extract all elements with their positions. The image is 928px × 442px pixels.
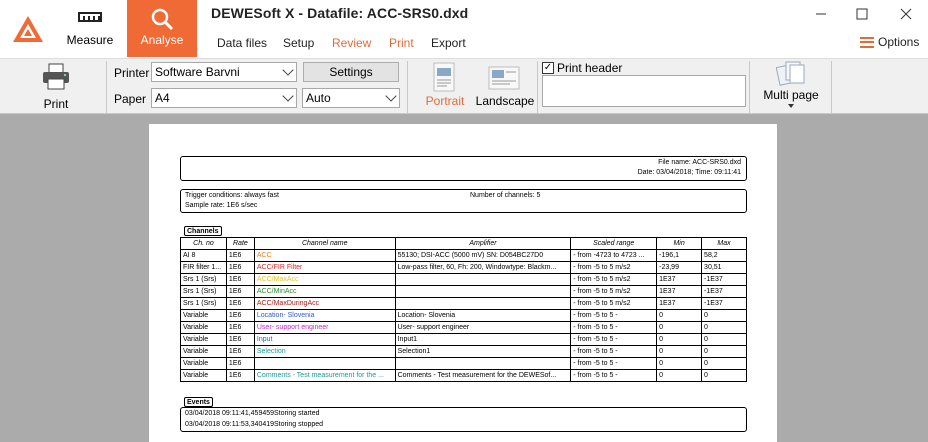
dropdown-arrow-icon: [788, 104, 794, 108]
table-cell-name: User- support engineer: [254, 322, 395, 334]
table-cell-ch: Srs 1 (Srs): [181, 286, 227, 298]
analyse-label: Analyse: [140, 33, 184, 47]
table-row: [181, 334, 747, 346]
table-cell-range: - from -5 to 5 m/s2: [571, 274, 657, 286]
table-cell-amp: [395, 358, 571, 370]
table-cell-ch: AI 8: [181, 250, 227, 262]
table-cell-amp: Location- Slovenia: [395, 310, 571, 322]
menu-export[interactable]: Export: [431, 36, 466, 50]
paper-label: Paper: [114, 92, 147, 106]
event-line: 03/04/2018 09:11:41,459459Storing started: [185, 410, 320, 417]
toolbar-divider: [407, 61, 408, 113]
menu-setup[interactable]: Setup: [283, 36, 315, 50]
table-cell-min: 0: [657, 334, 702, 346]
table-cell-rate: 1E6: [226, 274, 254, 286]
ribbon: [0, 0, 928, 58]
window-title: DEWESoft X - Datafile: ACC-SRS0.dxd: [211, 5, 469, 21]
table-row: [181, 286, 747, 298]
minimize-icon[interactable]: [811, 4, 831, 24]
table-cell-amp: 55130; DSI-ACC (5000 mV) SN: D054BC27D0: [395, 250, 571, 262]
table-cell-name: Selection: [254, 346, 395, 358]
toolbar-divider: [831, 61, 832, 113]
table-row: [181, 310, 747, 322]
table-cell-name: Input: [254, 334, 395, 346]
analyse-button[interactable]: [127, 0, 197, 57]
multi-page-label: Multi page: [763, 88, 819, 102]
search-icon: [150, 7, 174, 31]
events-section-title: Events: [184, 397, 213, 407]
options-button[interactable]: [860, 35, 919, 49]
table-cell-min: 1E37: [657, 274, 702, 286]
table-cell-name: ACC/MinAcc: [254, 286, 395, 298]
table-cell-min: 0: [657, 346, 702, 358]
measure-label: Measure: [66, 33, 114, 47]
column-header: Scaled range: [571, 238, 657, 250]
table-cell-max: 0: [702, 322, 747, 334]
scale-select-value: Auto: [306, 91, 331, 105]
table-cell-ch: Variable: [181, 370, 227, 382]
landscape-page-icon: [488, 66, 520, 90]
checkbox-checked-icon: ✓: [543, 62, 553, 73]
landscape-label: Landscape: [475, 94, 535, 108]
menu-print[interactable]: Print: [389, 36, 414, 50]
channels-table: [180, 237, 747, 382]
table-cell-max: 30,51: [702, 262, 747, 274]
table-cell-ch: Srs 1 (Srs): [181, 298, 227, 310]
chevron-down-icon: [282, 64, 293, 75]
table-cell-amp: Selection1: [395, 346, 571, 358]
table-cell-amp: Low-pass filter, 60, Fh: 200, Windowtype: Blackm...: [395, 262, 571, 274]
file-info-frame: [180, 156, 747, 181]
toolbar-divider: [537, 61, 538, 113]
close-icon[interactable]: [896, 4, 916, 24]
column-header: Max: [702, 238, 747, 250]
hamburger-icon: [860, 37, 874, 48]
table-cell-amp: [395, 286, 571, 298]
table-cell-max: 58,2: [702, 250, 747, 262]
table-row: [181, 322, 747, 334]
table-cell-max: 0: [702, 370, 747, 382]
table-row: [181, 370, 747, 382]
table-cell-min: 1E37: [657, 286, 702, 298]
table-cell-rate: 1E6: [226, 310, 254, 322]
paper-select[interactable]: [151, 88, 297, 108]
table-cell-rate: 1E6: [226, 298, 254, 310]
dewesoft-logo-icon: [0, 0, 56, 58]
table-cell-name: ACC/MaxAcc: [254, 274, 395, 286]
table-cell-min: 0: [657, 358, 702, 370]
table-cell-ch: Variable: [181, 310, 227, 322]
measure-button[interactable]: [60, 0, 120, 58]
print-header-checkbox[interactable]: [542, 61, 622, 75]
multi-page-button[interactable]: [752, 58, 830, 114]
table-cell-min: 0: [657, 310, 702, 322]
table-cell-ch: FIR filter 1...: [181, 262, 227, 274]
table-cell-rate: 1E6: [226, 250, 254, 262]
options-label: Options: [878, 35, 920, 49]
table-cell-rate: 1E6: [226, 286, 254, 298]
column-header: Ch. no: [181, 238, 227, 250]
portrait-label: Portrait: [425, 94, 465, 108]
paper-select-value: A4: [155, 91, 170, 105]
column-header: Channel name: [254, 238, 395, 250]
table-cell-name: Comments - Test measurement for the ...: [254, 370, 395, 382]
table-cell-amp: [395, 298, 571, 310]
print-header-label: Print header: [557, 61, 623, 75]
table-cell-name: ACC/FIR Filter: [254, 262, 395, 274]
table-cell-max: 0: [702, 346, 747, 358]
menu-review[interactable]: Review: [332, 36, 372, 50]
file-name-text: File name: ACC-SRS0.dxd: [658, 159, 741, 166]
table-cell-range: - from -4723 to 4723 ...: [571, 250, 657, 262]
column-header: Amplifier: [395, 238, 571, 250]
table-cell-range: - from -5 to 5 -: [571, 358, 657, 370]
ruler-icon: [78, 12, 102, 22]
events-frame: [180, 407, 747, 432]
table-cell-min: 0: [657, 370, 702, 382]
table-row: [181, 250, 747, 262]
table-cell-amp: Comments - Test measurement for the DEWESof...: [395, 370, 571, 382]
settings-button[interactable]: Settings: [303, 62, 399, 82]
table-cell-range: - from -5 to 5 -: [571, 322, 657, 334]
table-cell-range: - from -5 to 5 m/s2: [571, 262, 657, 274]
table-header-row: [181, 238, 747, 250]
table-cell-ch: Variable: [181, 334, 227, 346]
table-cell-amp: Input1: [395, 334, 571, 346]
table-cell-min: -196,1: [657, 250, 702, 262]
print-button-label: Print: [43, 97, 69, 111]
table-cell-min: -23,99: [657, 262, 702, 274]
table-cell-max: 0: [702, 358, 747, 370]
print-header-input[interactable]: [542, 75, 746, 107]
table-cell-rate: 1E6: [226, 370, 254, 382]
channels-section-title: Channels: [184, 226, 222, 236]
table-cell-ch: Variable: [181, 346, 227, 358]
printer-select-value: Software Barvni: [155, 65, 240, 79]
table-cell-range: - from -5 to 5 -: [571, 334, 657, 346]
menu-data-files[interactable]: Data files: [217, 36, 268, 50]
trigger-info-frame: [180, 189, 747, 213]
maximize-icon[interactable]: [852, 4, 872, 24]
table-cell-amp: [395, 274, 571, 286]
table-cell-min: 1E37: [657, 298, 702, 310]
table-cell-ch: Variable: [181, 358, 227, 370]
table-cell-rate: 1E6: [226, 358, 254, 370]
table-cell-rate: 1E6: [226, 346, 254, 358]
table-cell-rate: 1E6: [226, 322, 254, 334]
scale-select[interactable]: [302, 88, 400, 108]
table-cell-max: 0: [702, 334, 747, 346]
printer-label: Printer: [114, 66, 150, 80]
toolbar-divider: [749, 61, 750, 113]
table-cell-max: 0: [702, 310, 747, 322]
table-cell-amp: User- support engineer: [395, 322, 571, 334]
table-cell-max: -1E37: [702, 274, 747, 286]
chevron-down-icon: [385, 90, 396, 101]
table-cell-name: ACC/MaxDuringAcc: [254, 298, 395, 310]
table-cell-rate: 1E6: [226, 262, 254, 274]
table-cell-range: - from -5 to 5 m/s2: [571, 286, 657, 298]
pages-icon: [776, 60, 806, 86]
trigger-text: Trigger conditions: always fast: [185, 192, 279, 199]
table-cell-ch: Srs 1 (Srs): [181, 274, 227, 286]
printer-icon: [41, 63, 71, 91]
table-cell-name: ACC: [254, 250, 395, 262]
table-cell-range: - from -5 to 5 -: [571, 346, 657, 358]
column-header: Rate: [226, 238, 254, 250]
channel-count-text: Number of channels: 5: [470, 192, 541, 199]
event-line: 03/04/2018 09:11:53,340419Storing stopped: [185, 421, 324, 428]
table-cell-name: Location- Slovenia: [254, 310, 395, 322]
column-header: Min: [657, 238, 702, 250]
table-cell-name: [254, 358, 395, 370]
table-cell-min: 0: [657, 322, 702, 334]
portrait-page-icon: [431, 62, 457, 92]
table-row: [181, 358, 747, 370]
table-row: [181, 274, 747, 286]
table-cell-range: - from -5 to 5 -: [571, 310, 657, 322]
table-row: [181, 298, 747, 310]
print-preview-page: [149, 124, 777, 442]
table-row: [181, 346, 747, 358]
table-cell-range: - from -5 to 5 m/s2: [571, 298, 657, 310]
table-cell-max: -1E37: [702, 298, 747, 310]
table-row: [181, 262, 747, 274]
table-cell-rate: 1E6: [226, 334, 254, 346]
table-cell-range: - from -5 to 5 -: [571, 370, 657, 382]
sample-rate-text: Sample rate: 1E6 s/sec: [185, 202, 258, 209]
toolbar-divider: [106, 61, 107, 113]
table-cell-ch: Variable: [181, 322, 227, 334]
date-time-text: Date: 03/04/2018; Time: 09:11:41: [637, 169, 741, 176]
chevron-down-icon: [282, 90, 293, 101]
print-button[interactable]: [28, 61, 84, 111]
printer-select[interactable]: [151, 62, 297, 82]
table-cell-max: -1E37: [702, 286, 747, 298]
